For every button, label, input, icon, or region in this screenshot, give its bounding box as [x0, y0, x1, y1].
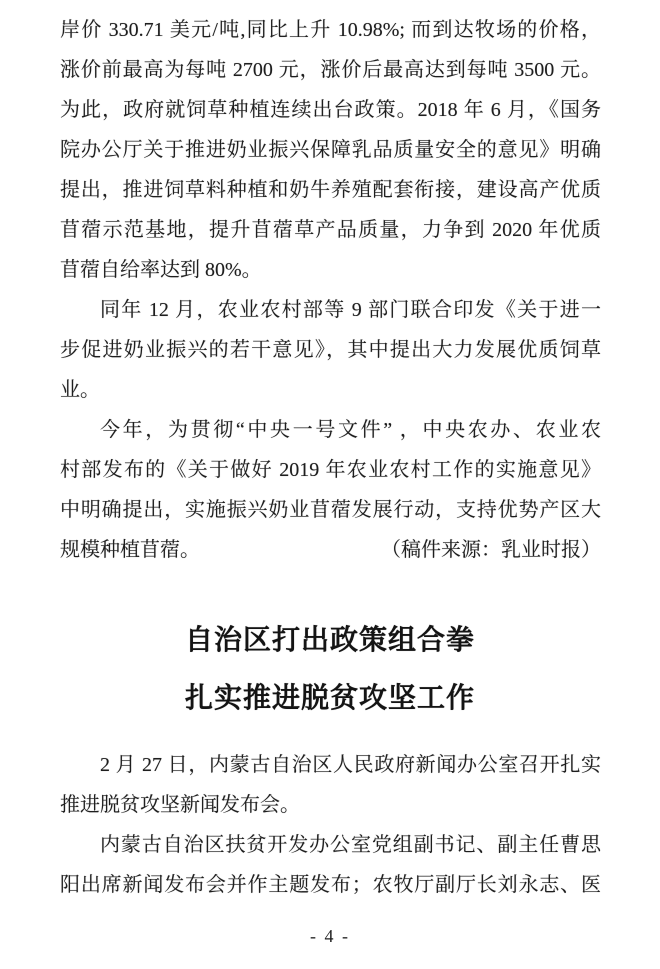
text-line: 阳出席新闻发布会并作主题发布；农牧厅副厅长刘永志、医: [60, 874, 601, 896]
text-line: [60, 530, 601, 570]
source-credit: （稿件来源：乳业时报）: [381, 539, 601, 561]
text-line: 苜蓿自给率达到 80%。: [60, 259, 262, 281]
article2-title: [0, 612, 660, 728]
article1-body: [60, 10, 601, 570]
text-line: 村部发布的《关于做好 2019 年农业农村工作的实施意见》: [60, 459, 601, 481]
paragraph-end-text: 规模种植苜蓿。: [60, 539, 200, 561]
text-line: 推进脱贫攻坚新闻发布会。: [60, 794, 300, 816]
text-line: 今年，为贯彻“中央一号文件” ，中央农办、农业农: [100, 419, 601, 441]
text-line: 内蒙古自治区扶贫开发办公室党组副书记、副主任曹思: [100, 834, 601, 856]
text-line: 同年 12 月，农业农村部等 9 部门联合印发《关于进一: [100, 299, 601, 321]
text-line: 中明确提出，实施振兴奶业苜蓿发展行动，支持优势产区大: [60, 499, 601, 521]
text-line: 院办公厅关于推进奶业振兴保障乳品质量安全的意见》明确: [60, 139, 601, 161]
text-line: 岸价 330.71 美元/吨,同比上升 10.98%; 而到达牧场的价格，: [60, 19, 601, 41]
text-line: 业。: [60, 379, 100, 401]
article2-title-line2: 扎实推进脱贫攻坚工作: [184, 683, 475, 714]
article2-body: [60, 745, 601, 905]
text-line: 提出，推进饲草料种植和奶牛养殖配套衔接，建设高产优质: [60, 179, 601, 201]
text-line: 步促进奶业振兴的若干意见》，其中提出大力发展优质饲草: [60, 339, 601, 361]
article2-title-line1: 自治区打出政策组合拳: [184, 625, 475, 656]
text-line: 苜蓿示范基地，提升苜蓿草产品质量，力争到 2020 年优质: [60, 219, 601, 241]
text-line: 为此，政府就饲草种植连续出台政策。2018 年 6 月，《国务: [60, 99, 601, 121]
page-number: - 4 -: [310, 926, 350, 946]
text-line: 涨价前最高为每吨 2700 元，涨价后最高达到每吨 3500 元。: [60, 59, 601, 81]
text-line: 2 月 27 日，内蒙古自治区人民政府新闻办公室召开扎实: [100, 754, 601, 776]
